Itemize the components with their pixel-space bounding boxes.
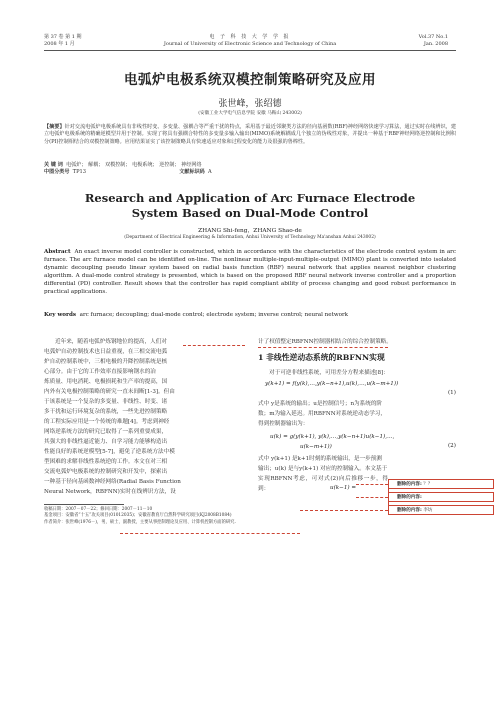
clc-value: TP13 <box>72 169 87 175</box>
section-1-heading: 1 非线性逆动态系统的RBFNN实现 <box>258 353 385 362</box>
header-date-zh: 2008 年 1 月 <box>44 41 75 47</box>
equation-2-line1: u(k) = g(y(k+1), y(k),…,y(k−n+1)u(k−1),…, <box>270 434 395 440</box>
section-1-paragraph <box>258 368 458 378</box>
doc-code-label: 文献标识码 <box>179 169 205 175</box>
section-1-line: 对于可逆非线性系统，可用差分方程来描述[8]： <box>269 370 389 376</box>
abstract-zh-text: 针对交流电弧炉电极系统具有非线性时变、多变量、强耦合等严重干扰的特点，采用基于最近邻聚类方法的径向基函数(RBF)神经网络快速学习算法，通过实时在线辨识，建立电弧炉电极系统的精确逆模型并用于控制。实现了将具有强耦合特性的多变量多输入输出(MIMO)系统解耦成几个独立的伪线性对象，并提出一种基于RBF神经网络逆控制和比例积分(PI)控制相结合的双模控制策略。应用结果证实了该控制策略具有快速适应对象和过程变化的能力及很强的鲁棒性。 <box>44 124 456 145</box>
section-1-paragraph-3 <box>258 454 388 494</box>
equation-1-number: (1) <box>448 390 456 396</box>
intro-line: 近年来，随着电弧炉炼钢地位的提高，人们对 <box>55 339 167 345</box>
abstract-en <box>44 248 456 296</box>
intro-line: 网络逆系统方法的研究已取得了一系列重要成果， <box>44 429 168 435</box>
review-deleted-text: 李坊 <box>423 508 433 513</box>
keywords-en-text: arc furnace; decoupling; dual-mode control; electrode system; inverse control; neural network <box>79 312 349 318</box>
review-label: 删除的内容: <box>397 495 422 500</box>
review-deleted-text: ？？ <box>423 482 433 487</box>
abstract-zh-label: 【摘要】 <box>44 124 65 130</box>
review-connector <box>356 497 388 498</box>
header-journal-zh: 电 子 科 技 大 学 学 报 <box>209 34 291 40</box>
section-1-line: 数；m为输入延迟。用RBFNN对系统逆动态学习， <box>258 411 386 417</box>
intro-line: 型困难的求解非线性系统逆的工作。本文在对三相 <box>44 459 168 465</box>
intro-line: 炉自动控制系统中，三相电极的升降控制系统是核 <box>44 359 168 365</box>
affiliation-zh: (安徽工业大学电气信息学院 安徽 马鞍山 243002) <box>198 111 302 116</box>
footnotes <box>44 507 259 526</box>
section-1-line: 式中 y(k+1) 是k+1时刻的系统输出，是一步预测 <box>258 456 382 462</box>
footnote-received: 收稿日期：2007－07－22；修回日期：2007－11－10 <box>44 507 153 512</box>
intro-line: 于该系统是一个复杂的多变量、非线性、时变、诸 <box>44 399 168 405</box>
intro-line: 炼质量、用电消耗、电极损耗和生产率的提高，国 <box>44 379 168 385</box>
paper-title-en-line1: Research and Application of Arc Furnace Electrode <box>84 191 416 205</box>
intro-line: 其强大的非线性逼近能力、自学习能力能够构造出 <box>44 439 168 445</box>
tracked-change-underline-right <box>258 347 388 348</box>
intro-line: 一种基于径向基函数神经网络(Radial Basis Function <box>44 479 181 485</box>
header-journal-en: Journal of University of Electronic Science and Technology of China <box>163 41 337 47</box>
intro-line: 的工程实际应用是一个传统的难题[4]。考虑到神经 <box>44 419 170 425</box>
equation-3: u(k−1) = <box>330 485 357 491</box>
footnote-author-bio: 作者简介：张世峰(1976－)，男，硕士，副教授，主要从事控制理论及应用、计算机控制方面的研究. <box>44 519 236 525</box>
paper-title-en-line2: System Based on Dual-Mode Control <box>131 206 369 220</box>
abstract-en-text: An exact inverse model controller is constructed, which in accordance with the characteristics of the electrode control system in arc furnace. The arc furnace model can be identified on-line. The nonlinear multiple-input-multiple-output (MIMO) plant is converted into isolated dynamic decoupling pseudo linear system based on radial basis function (RBF) neural network that applies nearest neighbor clustering algorithm. A dual-mode control strategy is presented, which is based on the proposed RBF neural network inverse controller and a proportion differential (PD) controller. Result shows that the controller has rapid compliant ability of process changing and good robust performance in practical applications. <box>44 249 456 295</box>
keywords-en-label: Key words <box>44 312 77 318</box>
section-1-line: 实现RBFNN考虑，可对式(2)向后推移一步，得到： <box>258 476 388 492</box>
header-date-en: Jan. 2008 <box>423 41 448 47</box>
footnote-rule <box>44 504 124 505</box>
equation-1: y(k+1) = f(y(k),…,y(k−n+1),u(k),…,u(k−m+1)) <box>265 381 399 387</box>
review-label: 删除的内容: <box>397 508 422 513</box>
review-deletion-balloon-3[interactable] <box>388 505 494 515</box>
review-deletion-balloon-1[interactable] <box>388 479 494 489</box>
intro-line: Neural Network，RBFNN)实时在线辨识方法，设 <box>44 489 176 495</box>
section-1-paragraph-2 <box>258 399 458 429</box>
classification-zh <box>44 169 456 176</box>
abstract-en-label: Abstract <box>44 249 71 255</box>
review-connector <box>356 484 388 485</box>
intro-line: 内外有关电极控制策略的研究一直未间断[1-3]。但由 <box>44 389 175 395</box>
authors-zh: 张世峰，张绍德 <box>218 99 282 109</box>
authors-en: ZHANG Shi-feng，ZHANG Shao-de <box>198 228 302 234</box>
section-1-line: 式中 y是系统的输出；u是控制信号；n为系统的阶 <box>258 401 383 407</box>
intro-paragraph <box>44 337 244 497</box>
intro-line: 电弧炉自动控制技术也日益重视，在三相交流电弧 <box>44 349 168 355</box>
tracked-change-underline <box>183 345 245 346</box>
clc-label: 中图分类号 <box>44 169 70 175</box>
intro-line: 性能良好的系统逆模型[5-7]，避免了逆系统方法中模 <box>44 449 175 455</box>
keywords-zh-text: 电弧炉； 解耦； 双模控制； 电极系统； 逆控制； 神经网络 <box>66 162 202 168</box>
header-volume-zh: 第 37 卷 第 1 期 <box>44 34 82 40</box>
header-volume-en: Vol.37 No.1 <box>418 34 448 40</box>
tracked-change-line <box>120 533 300 534</box>
equation-2-line2: u(k−m+1)) <box>300 444 332 450</box>
keywords-zh-label: 关 键 词 <box>44 162 63 168</box>
review-deletion-balloon-2[interactable] <box>388 492 494 502</box>
keywords-en <box>44 311 456 319</box>
review-connector-vertical <box>388 484 389 511</box>
intro-line: 多干扰和运行环境复杂的系统，一些先进控制策略 <box>44 409 168 415</box>
footnote-funding: 基金项目：安徽省“十五”攻关项目(01012035)；安徽省教育厅自然科学研究项目(KJ2008B1084) <box>44 513 232 519</box>
header-rule <box>44 50 456 51</box>
right-col-intro: 计了权值整定RBFNN控制器相结合的综合控制策略。 <box>258 339 392 345</box>
abstract-zh <box>44 124 456 146</box>
section-1-line: 输出；u(k) 是与y(k+1) 对应的控制输入。本文基于 <box>258 466 388 472</box>
equation-2-number: (2) <box>448 443 456 449</box>
intro-line: 交流电弧炉电极系统的控制研究和开发中，探索出 <box>44 469 168 475</box>
review-label: 删除的内容: <box>397 482 422 487</box>
section-1-line: 得到控制器输出为： <box>258 421 309 427</box>
affiliation-en: (Department of Electrical Engineering & Information, Anhui University of Technology Ma'anshan Anhui 243002) <box>124 235 376 240</box>
intro-line: 心部分。由于它的工作效率直接影响钢水的冶 <box>44 369 156 375</box>
doc-code-value: A <box>208 169 212 175</box>
paper-title-zh: 电弧炉电极系统双模控制策略研究及应用 <box>124 72 376 88</box>
review-connector <box>300 510 388 511</box>
